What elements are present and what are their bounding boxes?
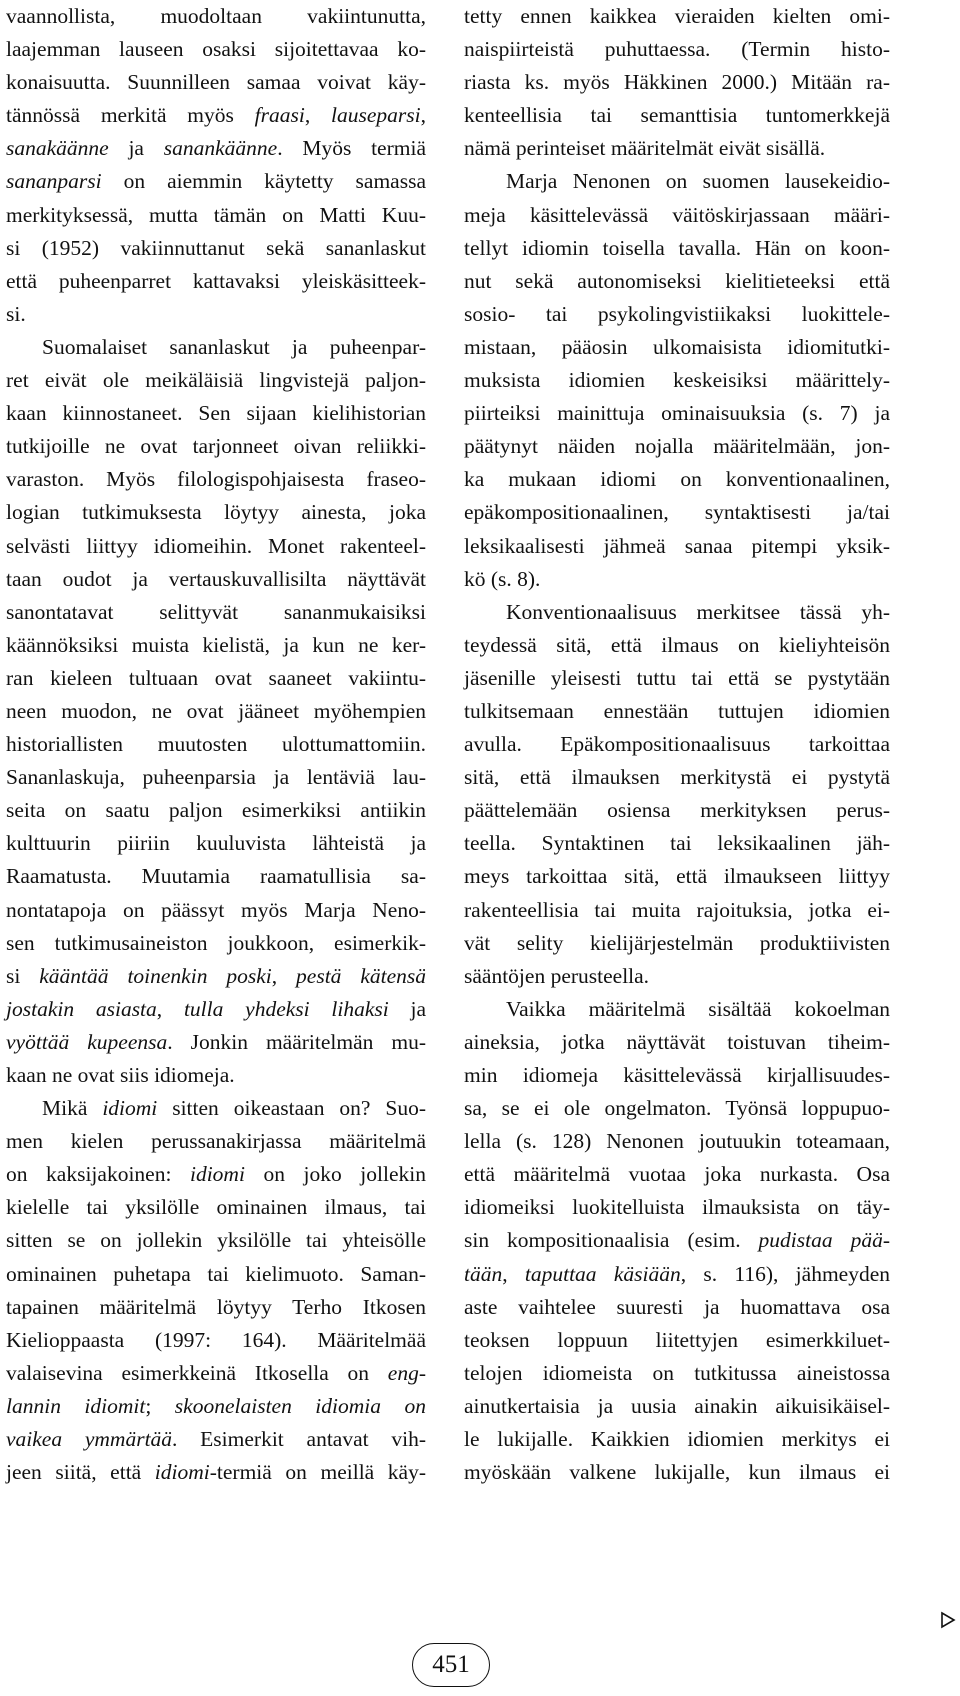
text-line: kielelle tai yksilölle ominainen ilmaus, tai bbox=[6, 1195, 426, 1220]
text-line: sitä, että ilmauksen merkitystä ei pystytä bbox=[464, 765, 890, 790]
text-line: neen muodon, ne ovat jääneet myöhempien bbox=[6, 698, 426, 723]
text-line: si (1952) vakiinnuttanut sekä sananlaskut bbox=[6, 235, 426, 260]
text-line: ran kieleen tultuaan ovat saaneet vakiintu- bbox=[6, 665, 426, 690]
text-line: Kielioppaasta (1997: 164). Määritelmää bbox=[6, 1327, 426, 1352]
text-line: Mikä idiomi sitten oikeastaan on? Suo- bbox=[42, 1096, 426, 1121]
text-line: naispiirteistä puhuttaessa. (Termin histo- bbox=[464, 37, 890, 62]
text-line: että puheenparret kattavaksi yleiskäsitteek- bbox=[6, 268, 426, 293]
text-line: tetty ennen kaikkea vieraiden kielten omi- bbox=[464, 4, 890, 28]
paragraph bbox=[464, 165, 890, 595]
text-line: sanakäänne ja sanankäänne. Myös termiä bbox=[6, 136, 426, 161]
text-line: Vaikka määritelmä sisältää kokoelman bbox=[506, 996, 890, 1021]
text-line: että määritelmä vuotaa joka nurkasta. Osa bbox=[464, 1162, 890, 1187]
text-line: leksikaalisesti jähmeä sanaa pitempi yksik- bbox=[464, 533, 890, 558]
text-line: teoksen loppuun liitettyjen esimerkkiluet- bbox=[464, 1327, 890, 1352]
text-line: jeen siitä, että idiomi-termiä on meillä käy- bbox=[6, 1460, 426, 1485]
text-line: piirteiksi mainittuja ominaisuuksia (s. 7) ja bbox=[464, 401, 890, 426]
right-column bbox=[464, 0, 890, 1489]
text-line: mistaan, pääosin ulkomaisista idiomitutki- bbox=[464, 334, 890, 359]
paragraph bbox=[6, 1092, 426, 1489]
paragraph bbox=[464, 993, 890, 1489]
text-line: konaisuutta. Suunnilleen samaa voivat käy- bbox=[6, 70, 426, 95]
text-line: meja käsittelevässä väitöskirjassaan määri- bbox=[464, 202, 890, 227]
text-line: si kääntää toinenkin poski, pestä kätensä bbox=[6, 963, 427, 988]
text-line: nut sekä autonomiseksi kielitieteeksi että bbox=[464, 268, 890, 293]
next-page-arrow-icon bbox=[940, 1611, 956, 1629]
text-line: Raamatusta. Muutamia raamatullisia sa- bbox=[6, 864, 426, 889]
text-line: kö (s. 8). bbox=[464, 566, 541, 591]
text-line: aste vaihtelee suuresti ja huomattava osa bbox=[464, 1294, 890, 1319]
text-line: seita on saatu paljon esimerkiksi antiikin bbox=[6, 798, 426, 823]
text-line: kaan ne ovat siis idiomeja. bbox=[6, 1063, 235, 1087]
text-line: sin kompositionaalisia (esim. pudistaa pää- bbox=[464, 1228, 890, 1253]
text-line: teella. Syntaktinen tai leksikaalinen jäh- bbox=[464, 831, 890, 856]
text-line: epäkompositionaalinen, syntaktisesti ja/tai bbox=[464, 500, 890, 525]
text-line: tään, taputtaa käsiään, s. 116), jähmeyden bbox=[464, 1261, 890, 1286]
text-line: muksista idiomien keskeisiksi määrittely- bbox=[464, 368, 890, 393]
text-line: Marja Nenonen on suomen lausekeidio- bbox=[506, 169, 890, 194]
text-line: Konventionaalisuus merkitsee tässä yh- bbox=[506, 599, 890, 624]
text-line: le lukijalle. Kaikkien idiomien merkitys ei bbox=[464, 1427, 890, 1452]
text-line: tapainen määritelmä löytyy Terho Itkosen bbox=[6, 1294, 426, 1319]
page-number: 451 bbox=[412, 1643, 490, 1687]
text-line: jäsenille yleisesti tuttu tai että se pystytään bbox=[464, 665, 890, 690]
text-line: vät selity kielijärjestelmän produktiivisten bbox=[464, 930, 890, 955]
text-line: merkityksessä, mutta tämän on Matti Kuu- bbox=[6, 202, 426, 227]
text-line: varaston. Myös filologispohjaisesta fraseo- bbox=[6, 467, 426, 492]
text-line: idiomeiksi luokitelluista ilmauksista on täy- bbox=[464, 1195, 890, 1220]
text-line: vaannollista, muodoltaan vakiintunutta, bbox=[6, 4, 426, 28]
text-line: tutkijoille ne ovat tarjonneet oivan reliikki- bbox=[6, 434, 426, 459]
text-line: rakenteellisia tai muita rajoituksia, jotka ei- bbox=[464, 897, 890, 922]
paragraph bbox=[464, 0, 890, 165]
left-column bbox=[6, 0, 426, 1489]
text-line: lannin idiomit; skoonelaisten idiomia on bbox=[6, 1393, 426, 1418]
text-line: sanontatavat selittyvät sananmukaisiksi bbox=[6, 599, 426, 624]
text-line: vaikea ymmärtää. Esimerkit antavat vih- bbox=[6, 1427, 426, 1452]
text-line: lella (s. 128) Nenonen joutuukin toteamaan, bbox=[464, 1129, 890, 1154]
text-line: kaan kiinnostaneet. Sen sijaan kielihistorian bbox=[6, 401, 426, 426]
text-line: kenteellisia tai semanttisia tuntomerkkejä bbox=[464, 103, 890, 128]
text-line: riasta ks. myös Häkkinen 2000.) Mitään ra- bbox=[464, 70, 890, 95]
text-line: ret eivät ole meikäläisiä lingvistejä paljon- bbox=[6, 368, 426, 393]
paragraph bbox=[464, 596, 890, 993]
text-line: sananparsi on aiemmin käytetty samassa bbox=[6, 169, 426, 194]
text-line: min idiomeja käsittelevässä kirjallisuudes- bbox=[464, 1063, 890, 1087]
text-line: on kaksijakoinen: idiomi on joko jollekin bbox=[6, 1162, 426, 1187]
text-line: ka mukaan idiomi on konventionaalinen, bbox=[464, 467, 890, 492]
text-line: Suomalaiset sananlaskut ja puheenpar- bbox=[42, 334, 426, 359]
text-line: valaisevina esimerkkeinä Itkosella on eng- bbox=[6, 1360, 426, 1385]
paragraph bbox=[6, 331, 426, 1092]
text-line: sen tutkimusaineiston joukkoon, esimerkik- bbox=[6, 930, 426, 955]
text-line: tännössä merkitä myös fraasi, lauseparsi, bbox=[6, 103, 426, 128]
text-line: telojen idiomeista on tutkitussa aineistossa bbox=[464, 1360, 890, 1385]
text-line: sa, se ei ole ongelmaton. Työnsä loppupuo- bbox=[464, 1096, 890, 1121]
text-line: jostakin asiasta, tulla yhdeksi lihaksi ja bbox=[6, 996, 427, 1021]
text-line: logian tutkimuksesta löytyy ainesta, joka bbox=[6, 500, 426, 525]
text-line: ainutkertaisia ja uusia ainakin aikuisikäisel- bbox=[464, 1393, 890, 1418]
text-line: historiallisten muutosten ulottumattomiin. bbox=[6, 732, 426, 757]
text-line: nontatapoja on päässyt myös Marja Neno- bbox=[6, 897, 426, 922]
text-line: sosio- tai psykolingvistiikaksi luokittele- bbox=[464, 301, 890, 326]
text-line: käännöksiksi muista kielistä, ja kun ne ker- bbox=[6, 632, 426, 657]
text-line: meys tarkoittaa sitä, että ilmaukseen liittyy bbox=[464, 864, 890, 889]
text-line: taan oudot ja vertauskuvallisilta näyttävät bbox=[6, 566, 426, 591]
text-line: avulla. Epäkompositionaalisuus tarkoittaa bbox=[464, 732, 890, 757]
text-line: laajemman lauseen osaksi sijoitettavaa ko- bbox=[6, 37, 426, 62]
text-line: myöskään valkene lukijalle, kun ilmaus ei bbox=[464, 1460, 890, 1485]
text-line: selvästi liittyy idiomeihin. Monet rakenteel- bbox=[6, 533, 426, 558]
text-line: teydessä sitä, että ilmaus on kieliyhteisön bbox=[464, 632, 890, 657]
text-line: päätynyt näiden nojalla määritelmään, jon- bbox=[464, 434, 890, 459]
text-line: aineksia, jotka näyttävät toistuvan tiheim- bbox=[464, 1029, 890, 1054]
text-line: sääntöjen perusteella. bbox=[464, 963, 650, 988]
paragraph bbox=[6, 0, 426, 331]
text-line: tellyt idiomin toisella tavalla. Hän on koon- bbox=[464, 235, 890, 260]
text-line: päättelemään osiensa merkityksen perus- bbox=[464, 798, 890, 823]
text-line: kulttuurin piiriin kuuluvista lähteistä ja bbox=[6, 831, 426, 856]
text-line: Sananlaskuja, puheenparsia ja lentäviä lau- bbox=[6, 765, 426, 790]
text-line: si. bbox=[6, 301, 26, 326]
text-line: ominainen puhetapa tai kielimuoto. Saman- bbox=[6, 1261, 426, 1286]
text-line: vyöttää kupeensa. Jonkin määritelmän mu- bbox=[6, 1029, 427, 1054]
text-line: nämä perinteiset määritelmät eivät sisällä. bbox=[464, 136, 826, 161]
text-line: men kielen perussanakirjassa määritelmä bbox=[6, 1129, 426, 1154]
text-line: sitten se on jollekin yksilölle tai yhteisölle bbox=[6, 1228, 426, 1253]
text-line: tulkitsemaan ennestään tuttujen idiomien bbox=[464, 698, 890, 723]
